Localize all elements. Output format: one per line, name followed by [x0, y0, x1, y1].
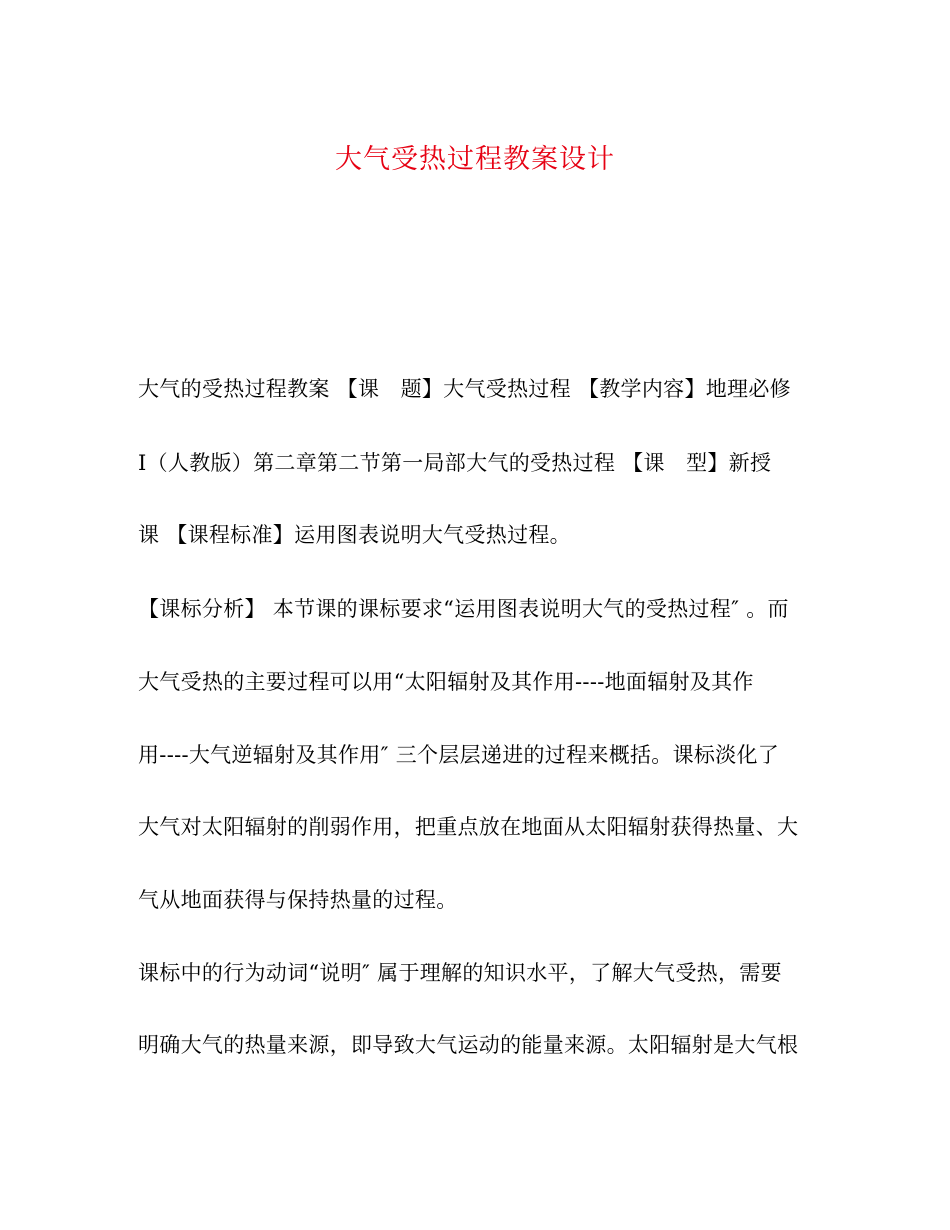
document-title: 大气受热过程教案设计 [335, 144, 615, 175]
body-line-10: 明确大气的热量来源，即导致大气运动的能量来源。太阳辐射是大气根 [138, 1033, 799, 1057]
body-line-6: 用----大气逆辐射及其作用″ 三个层层递进的过程来概括。课标淡化了 [138, 743, 780, 767]
body-line-8: 气从地面获得与保持热量的过程。 [138, 888, 458, 912]
body-line-3: 课 【课程标准】运用图表说明大气受热过程。 [138, 523, 571, 547]
body-line-2: Ⅰ（人教版）第二章第二节第一局部大气的受热过程 【课 型】新授 [138, 451, 772, 475]
body-line-4: 【课标分析】 本节课的课标要求“运用图表说明大气的受热过程″ 。而 [138, 597, 789, 621]
body-line-7: 大气对太阳辐射的削弱作用，把重点放在地面从太阳辐射获得热量、大 [138, 815, 799, 839]
body-line-9: 课标中的行为动词“说明″ 属于理解的知识水平，了解大气受热，需要 [138, 961, 782, 985]
body-line-5: 大气受热的主要过程可以用“太阳辐射及其作用----地面辐射及其作 [138, 670, 754, 694]
body-line-1: 大气的受热过程教案 【课 题】大气受热过程 【教学内容】地理必修 [138, 377, 791, 401]
